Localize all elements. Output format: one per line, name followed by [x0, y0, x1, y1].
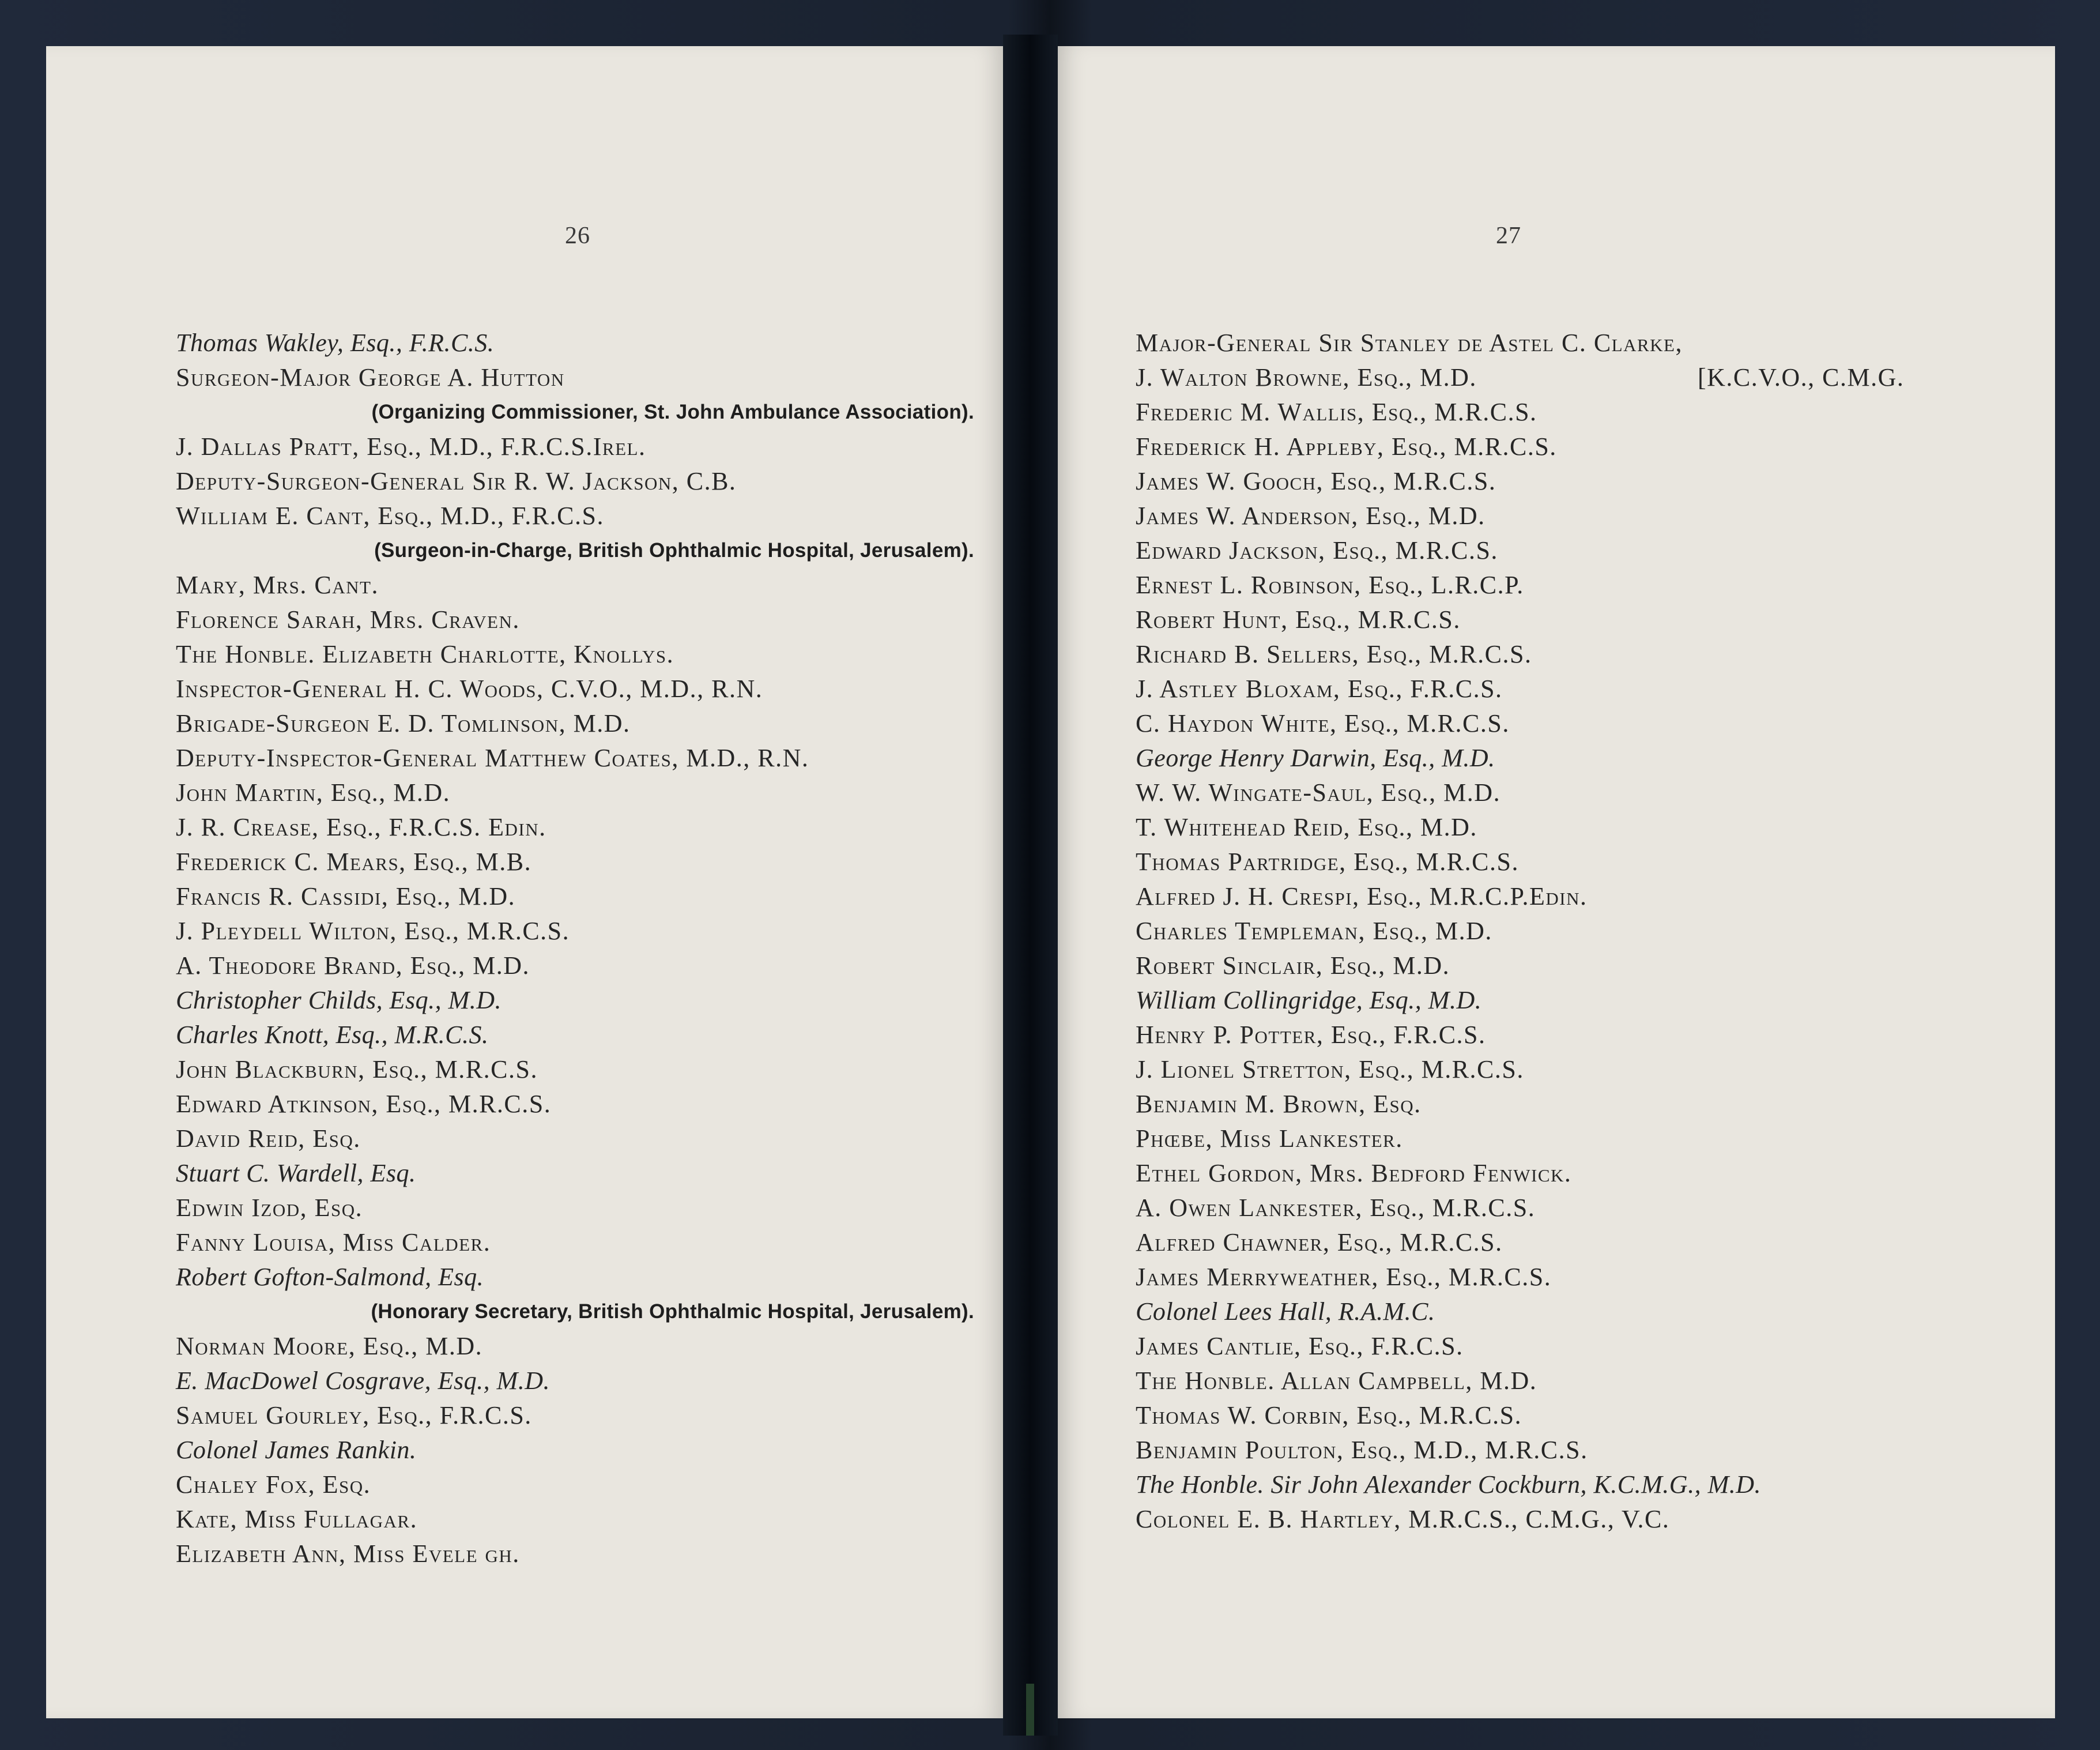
entry-text: The Honble. Elizabeth Charlotte, Knollys. [176, 640, 674, 668]
entry [176, 1329, 974, 1364]
entry [1136, 1260, 1761, 1294]
entry-text: Inspector-General H. C. Woods, C.V.O., M.D., R.N. [176, 675, 763, 703]
entry-text: Robert Sinclair, Esq., M.D. [1136, 951, 1450, 980]
entry-text: Stuart C. Wardell, Esq. [176, 1159, 416, 1187]
entry-text: Benjamin M. Brown, Esq. [1136, 1090, 1422, 1118]
entry-text: Major-General Sir Stanley de Astel C. Clarke, [1136, 329, 1683, 357]
entry-text: James Cantlie, Esq., F.R.C.S. [1136, 1332, 1464, 1360]
entry [176, 949, 974, 983]
entry [1136, 1121, 1761, 1156]
entry [1136, 672, 1761, 706]
entry [176, 499, 974, 533]
entry-text: T. Whitehead Reid, Esq., M.D. [1136, 813, 1477, 841]
entry [1136, 1156, 1761, 1191]
entry [1136, 326, 1761, 360]
left-name-list [176, 326, 974, 1571]
entry-text: The Honble. Sir John Alexander Cockburn, K.C.M.G., M.D. [1136, 1470, 1762, 1499]
entry [176, 568, 974, 603]
entry-text: James W. Gooch, Esq., M.R.C.S. [1136, 467, 1496, 495]
entry-text: Brigade-Surgeon E. D. Tomlinson, M.D. [176, 709, 631, 737]
entry [1136, 914, 1761, 949]
entry-continuation: [K.C.V.O., C.M.G. [1698, 363, 1905, 392]
entry [1136, 1052, 1761, 1087]
entry [1136, 1191, 1761, 1225]
spine-ribbon [1026, 1684, 1034, 1736]
entry-text: Alfred Chawner, Esq., M.R.C.S. [1136, 1228, 1503, 1256]
entry [176, 1467, 974, 1502]
entry-text: James Merryweather, Esq., M.R.C.S. [1136, 1263, 1552, 1291]
entry-text: Richard B. Sellers, Esq., M.R.C.S. [1136, 640, 1532, 668]
entry-text: Colonel E. B. Hartley, M.R.C.S., C.M.G., V.C. [1136, 1505, 1670, 1533]
entry [176, 603, 974, 637]
entry [1136, 949, 1761, 983]
entry-text: John Blackburn, Esq., M.R.C.S. [176, 1055, 538, 1083]
entry [1136, 776, 1761, 810]
entry [176, 1364, 974, 1398]
entry-text: Edwin Izod, Esq. [176, 1194, 363, 1222]
entry-text: (Organizing Commissioner, St. John Ambulance Association). [371, 401, 974, 423]
entry [1136, 533, 1761, 568]
entry-text: A. Theodore Brand, Esq., M.D. [176, 951, 530, 980]
entry [1136, 1502, 1761, 1537]
entry-text: Thomas Wakley, Esq., F.R.C.S. [176, 329, 495, 357]
entry-text: (Surgeon-in-Charge, British Ophthalmic Hospital, Jerusalem). [374, 539, 974, 562]
entry-text: J. Pleydell Wilton, Esq., M.R.C.S. [176, 917, 570, 945]
entry-text: Chaley Fox, Esq. [176, 1470, 371, 1499]
entry-text: Samuel Gourley, Esq., F.R.C.S. [176, 1401, 532, 1429]
entry-text: Thomas W. Corbin, Esq., M.R.C.S. [1136, 1401, 1522, 1429]
entry-note [176, 533, 974, 568]
entry-text: J. Walton Browne, Esq., M.D. [1136, 363, 1477, 392]
entry [176, 1537, 974, 1571]
entry-text: Christopher Childs, Esq., M.D. [176, 986, 502, 1014]
entry [176, 1502, 974, 1537]
entry [1136, 568, 1761, 603]
entry [176, 637, 974, 672]
entry-text: William E. Cant, Esq., M.D., F.R.C.S. [176, 502, 604, 530]
entry [1136, 741, 1761, 776]
entry-text: Henry P. Potter, Esq., F.R.C.S. [1136, 1021, 1486, 1049]
entry [1136, 1329, 1761, 1364]
entry-text: (Honorary Secretary, British Ophthalmic Hospital, Jerusalem). [371, 1300, 974, 1323]
entry-text: J. Lionel Stretton, Esq., M.R.C.S. [1136, 1055, 1524, 1083]
entry-text: C. Haydon White, Esq., M.R.C.S. [1136, 709, 1510, 737]
entry-text: Elizabeth Ann, Miss Evele gh. [176, 1540, 520, 1568]
entry [1136, 1364, 1761, 1398]
page-number-left: 26 [565, 223, 590, 249]
left-page [46, 46, 1003, 1718]
entry [176, 464, 974, 499]
entry [1136, 1087, 1761, 1121]
entry-text: Frederic M. Wallis, Esq., M.R.C.S. [1136, 398, 1537, 426]
entry-text: Kate, Miss Fullagar. [176, 1505, 418, 1533]
entry [1136, 1225, 1761, 1260]
entry [176, 810, 974, 845]
entry-text: Francis R. Cassidi, Esq., M.D. [176, 882, 516, 910]
entry [1136, 603, 1761, 637]
entry-text: J. R. Crease, Esq., F.R.C.S. Edin. [176, 813, 546, 841]
entry-text: Charles Templeman, Esq., M.D. [1136, 917, 1492, 945]
entry-text: William Collingridge, Esq., M.D. [1136, 986, 1482, 1014]
entry [176, 1052, 974, 1087]
entry [176, 430, 974, 464]
entry-note [176, 395, 974, 430]
entry-text: Fanny Louisa, Miss Calder. [176, 1228, 491, 1256]
entry-text: A. Owen Lankester, Esq., M.R.C.S. [1136, 1194, 1536, 1222]
entry [176, 1225, 974, 1260]
entry [176, 706, 974, 741]
entry [176, 1191, 974, 1225]
entry-text: George Henry Darwin, Esq., M.D. [1136, 744, 1495, 772]
entry-text: James W. Anderson, Esq., M.D. [1136, 502, 1486, 530]
entry-text: Florence Sarah, Mrs. Craven. [176, 605, 520, 634]
entry-text: Edward Atkinson, Esq., M.R.C.S. [176, 1090, 552, 1118]
book-spine [1003, 35, 1058, 1736]
entry [1136, 1398, 1761, 1433]
entry [176, 360, 974, 395]
entry-text: Colonel James Rankin. [176, 1436, 417, 1464]
entry-text: Ernest L. Robinson, Esq., L.R.C.P. [1136, 571, 1524, 599]
entry-text: Surgeon-Major George A. Hutton [176, 363, 565, 392]
entry [1136, 1018, 1761, 1052]
entry [176, 326, 974, 360]
entry [1136, 637, 1761, 672]
entry [1136, 395, 1761, 430]
right-page [1058, 46, 2055, 1718]
entry [176, 741, 974, 776]
entry [1136, 1467, 1761, 1502]
entry-text: Ethel Gordon, Mrs. Bedford Fenwick. [1136, 1159, 1572, 1187]
entry-text: John Martin, Esq., M.D. [176, 778, 451, 807]
entry [1136, 464, 1761, 499]
entry-text: W. W. Wingate-Saul, Esq., M.D. [1136, 778, 1501, 807]
entry-text: The Honble. Allan Campbell, M.D. [1136, 1367, 1537, 1395]
entry [1136, 845, 1761, 879]
entry [176, 1260, 974, 1294]
entry-note [176, 1294, 974, 1329]
entry [176, 1121, 974, 1156]
entry-text: Charles Knott, Esq., M.R.C.S. [176, 1021, 489, 1049]
right-name-list [1136, 326, 1905, 1537]
entry-text: Alfred J. H. Crespi, Esq., M.R.C.P.Edin. [1136, 882, 1588, 910]
entry [176, 845, 974, 879]
entry [176, 1433, 974, 1467]
entry-text: Deputy-Inspector-General Matthew Coates, M.D., R.N. [176, 744, 809, 772]
entry [1136, 879, 1761, 914]
entry [1136, 1433, 1761, 1467]
entry-text: Benjamin Poulton, Esq., M.D., M.R.C.S. [1136, 1436, 1588, 1464]
entry-text: Deputy-Surgeon-General Sir R. W. Jackson, C.B. [176, 467, 737, 495]
entry-text: J. Dallas Pratt, Esq., M.D., F.R.C.S.Irel. [176, 432, 646, 461]
entry-text: Robert Hunt, Esq., M.R.C.S. [1136, 605, 1461, 634]
entry-text: Thomas Partridge, Esq., M.R.C.S. [1136, 848, 1519, 876]
entry-text: Frederick C. Mears, Esq., M.B. [176, 848, 532, 876]
entry [176, 914, 974, 949]
entry [176, 1018, 974, 1052]
entry [1136, 360, 1905, 395]
entry [1136, 430, 1761, 464]
entry [176, 983, 974, 1018]
entry-text: E. MacDowel Cosgrave, Esq., M.D. [176, 1367, 551, 1395]
entry [1136, 810, 1761, 845]
entry [176, 1087, 974, 1121]
entry [1136, 706, 1761, 741]
entry-text: Phœbe, Miss Lankester. [1136, 1124, 1403, 1153]
entry [176, 776, 974, 810]
entry-text: Colonel Lees Hall, R.A.M.C. [1136, 1297, 1435, 1326]
entry-text: J. Astley Bloxam, Esq., F.R.C.S. [1136, 675, 1503, 703]
entry-text: Mary, Mrs. Cant. [176, 571, 379, 599]
entry [1136, 499, 1761, 533]
entry [176, 1156, 974, 1191]
entry [176, 672, 974, 706]
entry-text: Robert Gofton-Salmond, Esq. [176, 1263, 484, 1291]
entry [176, 879, 974, 914]
page-number-right: 27 [1496, 223, 1521, 249]
entry-text: Edward Jackson, Esq., M.R.C.S. [1136, 536, 1498, 564]
entry [176, 1398, 974, 1433]
entry [1136, 1294, 1761, 1329]
entry-text: Frederick H. Appleby, Esq., M.R.C.S. [1136, 432, 1557, 461]
entry [1136, 983, 1761, 1018]
entry-text: Norman Moore, Esq., M.D. [176, 1332, 483, 1360]
entry-text: David Reid, Esq. [176, 1124, 361, 1153]
